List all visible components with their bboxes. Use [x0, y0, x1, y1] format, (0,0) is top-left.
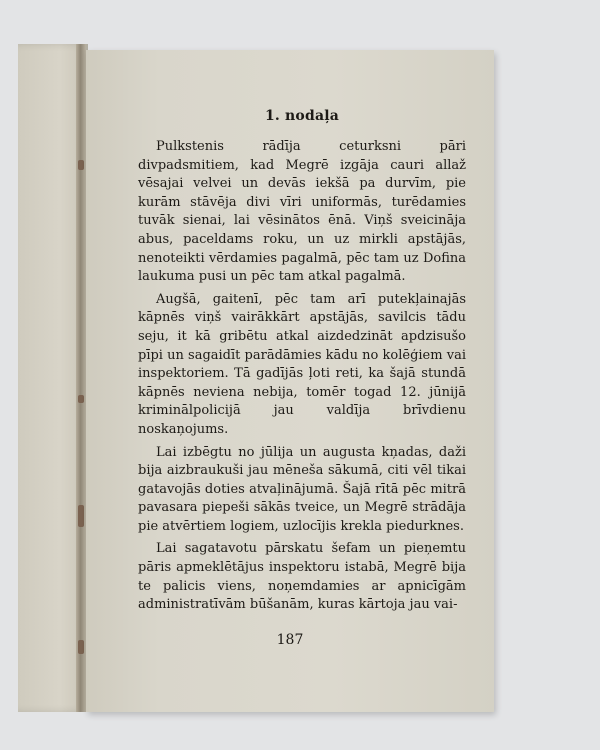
body-paragraph: Augšā, gaitenī, pēc tam arī putekļainajās kāpnēs viņš vairākkārt apstājās, savilcis tādu seju, it kā gribētu atkal aizdedzināt apdzisušo pīpi un sagaidīt parādāmies kādu no kolēģiem vai inspektoriem. Tā gadījās ļoti reti, ka šajā stundā kāpnēs neviena nebija, tomēr togad 12. jūnijā kriminālpolicijā jau valdīja brīvdienu noskaņojums.	[138, 291, 466, 437]
binding-thread-mark	[78, 505, 84, 527]
binding-thread-mark	[78, 395, 84, 403]
body-paragraph: Lai izbēgtu no jūlija un augusta kņadas, daži bija aizbraukuši jau mēneša sākumā, citi vēl tikai gatavojās doties atvaļinājumā. Šajā rītā pēc mitrā pavasara piepeši sākās tveice, un Megrē strādāja pie atvērtiem logiem, uzlocījis krekla piedurknes.	[138, 444, 466, 534]
binding-thread-mark	[78, 640, 84, 654]
body-paragraph: Pulkstenis rādīja ceturksni pāri divpadsmitiem, kad Megrē izgāja cauri allaž vēsajai velvei un devās iekšā pa durvīm, pie kurām stāvēja divi vīri uniformās, turēdamies tuvāk sienai, lai vēsinātos ēnā. Viņš sveicināja abus, paceldams roku, un uz mirkli apstājās, nenoteikti vērdamies pagalmā, pēc tam uz Dofina laukuma pusi un pēc tam atkal pagalmā.	[138, 139, 466, 285]
book-page	[86, 50, 494, 712]
binding-thread-mark	[78, 160, 84, 170]
chapter-title: 1. nodaļa	[264, 108, 340, 124]
page-number: 187	[276, 632, 304, 648]
body-paragraph: Lai sagatavotu pārskatu šefam un pieņemtu pāris apmeklētājus inspektoru istabā, Megrē bija te palicis viens, noņemdamies ar apnicīgām administratīvām būšanām, kuras kārtoja jau vai-	[138, 541, 466, 613]
book-gutter	[76, 44, 86, 712]
page-text-block	[138, 108, 466, 619]
